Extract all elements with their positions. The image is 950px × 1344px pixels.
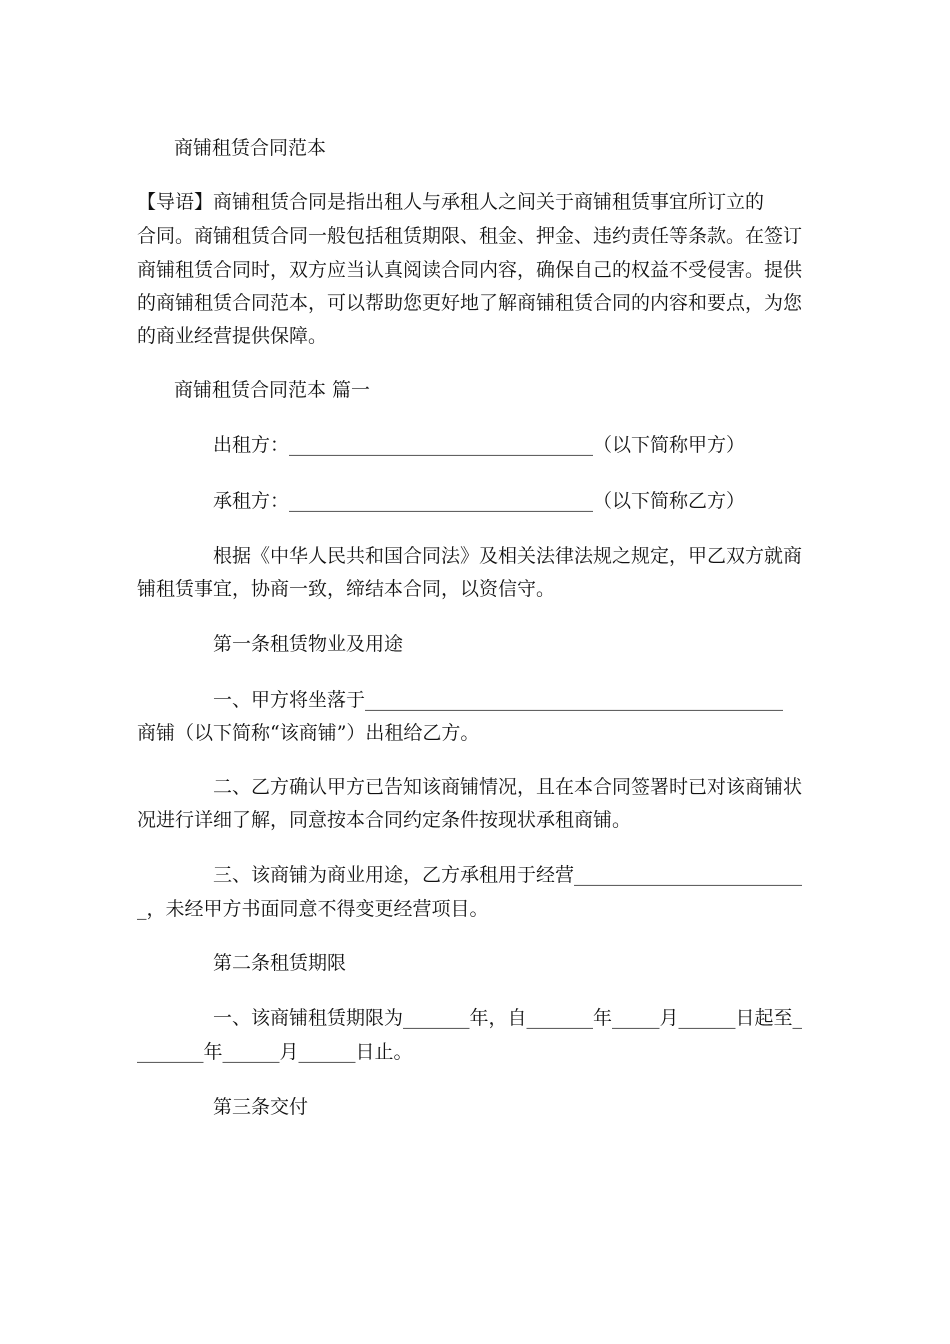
clause-line: 三、该商铺为商业用途，乙方承租用于经营________________________ [213, 864, 803, 886]
clause-line: _，未经甲方书面同意不得变更经营项目。 [137, 898, 489, 920]
clause-line: 一、该商铺租赁期限为_______年，自_______年_____月______日起至_ [213, 1007, 803, 1029]
intro-line: 【导语】商铺租赁合同是指出租人与承租人之间关于商铺租赁事宜所订立的 [137, 191, 765, 213]
intro-line: 的商铺租赁合同范本，可以帮助您更好地了解商铺租赁合同的内容和要点，为您 [137, 292, 803, 314]
article-heading: 第二条租赁期限 [213, 952, 347, 974]
clause-line: 况进行详细了解，同意按本合同约定条件按现状承租商铺。 [137, 809, 632, 831]
clause-line: 一、甲方将坐落于____________________________________________ [213, 689, 784, 711]
preamble-line: 根据《中华人民共和国合同法》及相关法律法规之规定，甲乙双方就商 [213, 545, 803, 567]
clause-line: 二、乙方确认甲方已告知该商铺情况，且在本合同签署时已对该商铺状 [213, 776, 803, 798]
clause-line: _______年______月______日止。 [137, 1041, 413, 1063]
article-heading: 第一条租赁物业及用途 [213, 633, 404, 655]
document-title: 商铺租赁合同范本 [174, 137, 327, 159]
preamble-line: 铺租赁事宜，协商一致，缔结本合同，以资信守。 [137, 578, 556, 600]
lessee-line: 承租方：________________________________（以下简称乙方） [213, 490, 746, 512]
article-heading: 第三条交付 [213, 1096, 309, 1118]
lessor-line: 出租方：________________________________（以下简称甲方） [213, 434, 746, 456]
clause-line: 商铺（以下简称“该商铺”）出租给乙方。 [137, 722, 480, 744]
intro-line: 的商业经营提供保障。 [137, 325, 328, 347]
intro-line: 合同。商铺租赁合同一般包括租赁期限、租金、押金、违约责任等条款。在签订 [137, 225, 803, 247]
section-heading: 商铺租赁合同范本 篇一 [174, 379, 371, 401]
intro-line: 商铺租赁合同时，双方应当认真阅读合同内容，确保自己的权益不受侵害。提供 [137, 259, 803, 281]
